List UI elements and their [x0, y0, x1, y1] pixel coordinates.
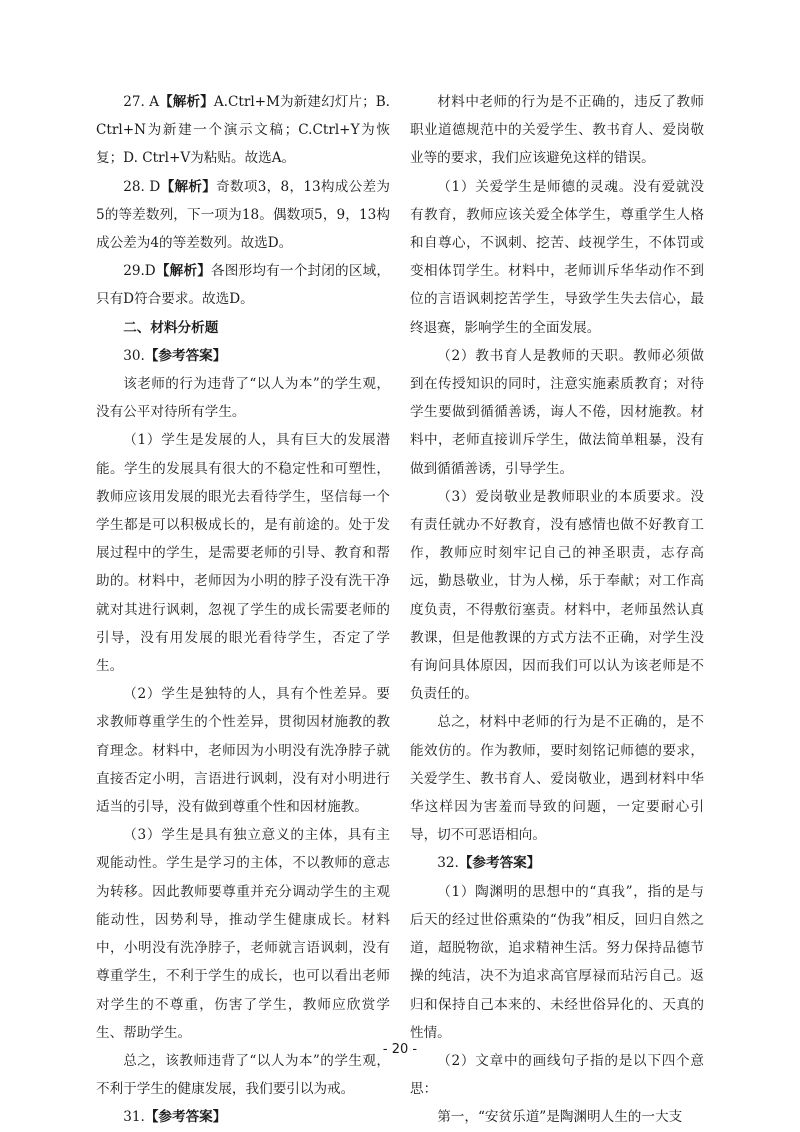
paragraph	[410, 88, 704, 173]
section-tag: 二、材料分析题	[123, 319, 219, 336]
paragraph	[96, 88, 390, 173]
section-tag: 【参考答案】	[458, 855, 541, 872]
paragraph	[410, 708, 704, 849]
paragraph	[410, 342, 704, 483]
paragraph-text: （2）文章中的画线句子指的是以下四个意思：	[410, 1052, 704, 1098]
paragraph-text: （2）教书育人是教师的天职。教师必须做到在传授知识的同时，注意实施素质教育；对待学生要做到循循善诱，诲人不倦，因材施教。材料中，老师直接训斥学生，做法简单粗暴，没有做到循循善诱，引导学生。	[410, 347, 704, 477]
paragraph	[410, 483, 704, 709]
section-tag: 【参考答案】	[144, 347, 227, 364]
paragraph-text: （1）陶渊明的思想中的“真我”，指的是与后天的经过世俗熏染的“伪我”相反，回归自然之道，超脱物欲，追求精神生活。努力保持品德节操的纯洁，决不为追求高官厚禄而玷污自己。返归和保持自己本来的、未经世俗异化的、天真的性情。	[410, 883, 704, 1041]
paragraph	[96, 314, 390, 342]
paragraph	[96, 680, 390, 821]
paragraph-text: （1）学生是发展的人，具有巨大的发展潜能。学生的发展具有很大的不稳定性和可塑性，教师应该用发展的眼光去看待学生，坚信每一个学生都是可以积极成长的，是有前途的。处于发展过程中的学生，是需要老师的引导、教育和帮助的。材料中，老师因为小明的脖子没有洗干净就对其进行讽刺，忽视了学生的成长需要老师的引导，没有用发展的眼光看待学生，否定了学生。	[96, 432, 390, 675]
paragraph	[410, 1103, 704, 1131]
question-number: 27. A	[123, 94, 160, 110]
paragraph-text: A.Ctrl+M为新建幻灯片；B. Ctrl+N为新建一个演示文稿；C.Ctrl+Y为恢复；D. Ctrl+V为粘贴。故选A。	[96, 94, 390, 167]
page-number: - 20 -	[382, 1042, 418, 1057]
section-tag: 【解析】	[159, 94, 214, 110]
paragraph-text: 总之，该教师违背了“以人为本”的学生观，不利于学生的健康发展，我们要引以为戒。	[96, 1052, 390, 1098]
paragraph	[96, 426, 390, 680]
left-column	[96, 88, 390, 1132]
section-tag: 【解析】	[160, 178, 217, 195]
paragraph-text: 奇数项3，8，13构成公差为5的等差数列，下一项为18。偶数项5，9，13构成公差为4的等差数列。故选D。	[96, 178, 390, 252]
paragraph	[96, 173, 390, 258]
paragraph-text: （1）关爱学生是师德的灵魂。没有爱就没有教育，教师应该关爱全体学生，尊重学生人格和自尊心，不讽刺、挖苦、歧视学生，不体罚或变相体罚学生。材料中，老师训斥华华动作不到位的言语讽刺挖苦学生，导致学生失去信心，最终退赛，影响学生的全面发展。	[410, 178, 704, 336]
paragraph	[410, 878, 704, 1047]
question-number: 30.	[123, 347, 145, 364]
paragraph	[96, 821, 390, 1047]
paragraph	[410, 173, 704, 342]
paragraph-text: 第一，“安贫乐道”是陶渊明人生的一大支	[437, 1109, 683, 1126]
paragraph-text: （3）爱岗敬业是教师职业的本质要求。没有责任就办不好教育，没有感情也做不好教育工作，教师应时刻牢记自己的神圣职责，志存高远，勤恳敬业，甘为人梯，乐于奉献；对工作高度负责，不得敷衍塞责。材料中，老师虽然认真教课，但是他教课的方式方法不正确，对学生没有询问具体原因，因而我们可以认为该老师是不负责任的。	[410, 488, 704, 703]
paragraph-text: 材料中老师的行为是不正确的，违反了教师职业道德规范中的关爱学生、教书育人、爱岗敬业等的要求，我们应该避免这样的错误。	[410, 94, 704, 167]
question-number: 29.D	[123, 263, 156, 280]
paragraph	[96, 1103, 390, 1131]
paragraph	[96, 257, 390, 313]
section-tag: 【解析】	[155, 263, 212, 280]
section-tag: 【参考答案】	[144, 1109, 227, 1126]
paragraph-text: （2）学生是独特的人，具有个性差异。要求教师尊重学生的个性差异，贯彻因材施教的教育理念。材料中，老师因为小明没有洗净脖子就直接否定小明，言语进行讽刺，没有对小明进行适当的引导，没有做到尊重个性和因材施教。	[96, 686, 390, 816]
right-column	[410, 88, 704, 1132]
paragraph-text: （3）学生是具有独立意义的主体，具有主观能动性。学生是学习的主体，不以教师的意志为转移。因此教师要尊重并充分调动学生的主观能动性，因势利导，推动学生健康成长。材料中，小明没有洗净脖子，老师就言语讽刺，没有尊重学生，不利于学生的成长，也可以看出老师对学生的不尊重，伤害了学生，教师应欣赏学生、帮助学生。	[96, 827, 390, 1041]
question-number: 28. D	[123, 178, 161, 195]
paragraph-text: 各图形均有一个封闭的区域，只有D符合要求。故选D。	[96, 263, 390, 308]
paragraph-text: 该老师的行为违背了“以人为本”的学生观，没有公平对待所有学生。	[96, 376, 390, 421]
paragraph	[96, 342, 390, 370]
paragraph	[410, 849, 704, 877]
question-number: 31.	[123, 1109, 145, 1126]
paragraph-text: 总之，材料中老师的行为是不正确的，是不能效仿的。作为教师，要时刻铭记师德的要求，关爱学生、教书育人、爱岗敬业，遇到材料中华华这样因为害羞而导致的问题，一定要耐心引导，切不可恶语相向。	[410, 714, 704, 844]
paragraph	[96, 370, 390, 426]
question-number: 32.	[437, 855, 459, 872]
